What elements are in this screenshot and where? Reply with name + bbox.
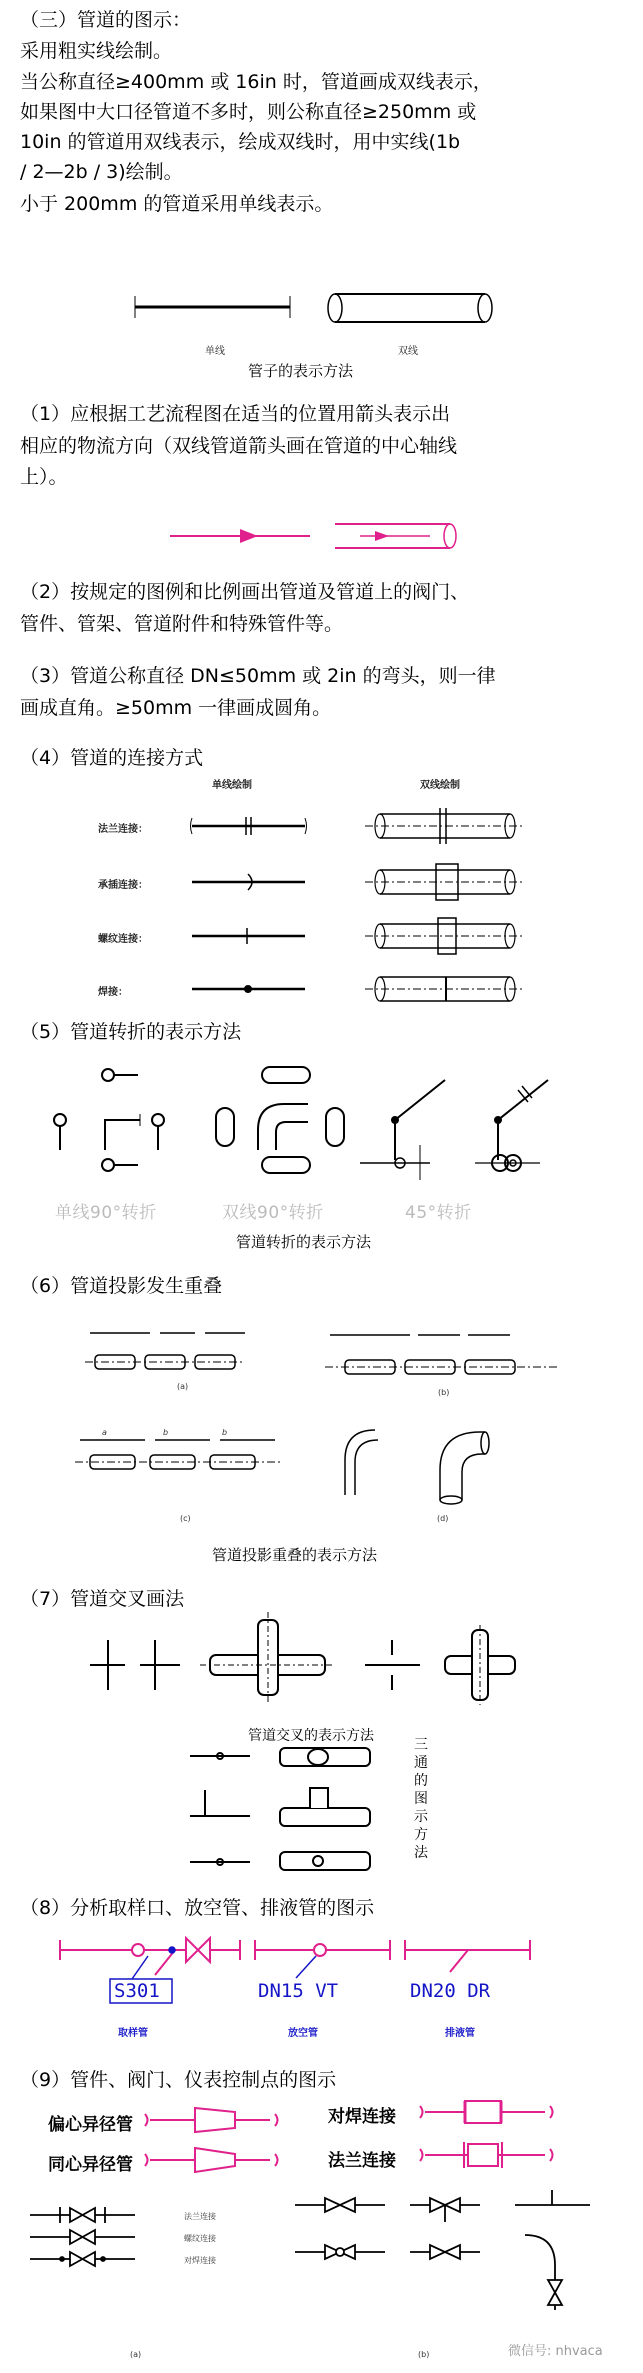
section-title: （7）管道交叉画法 bbox=[20, 1588, 185, 1610]
sampling-label: 取样管 bbox=[118, 2028, 148, 2039]
paragraph: 相应的物流方向（双线管道箭头画在管道的中心轴线 bbox=[20, 435, 458, 457]
label-butt-weld: 对焊连接 bbox=[328, 2107, 396, 2127]
row-label-flange: 法兰连接： bbox=[98, 824, 148, 835]
figure-caption: 管道交叉的表示方法 bbox=[248, 1728, 374, 1744]
figure-label: (b) bbox=[418, 2350, 430, 2359]
row-label-socket: 承插连接： bbox=[98, 880, 148, 891]
sampling-tag: S301 bbox=[114, 1980, 160, 2002]
mark-a: a bbox=[102, 1428, 107, 1437]
paragraph: / 2—2b / 3)绘制。 bbox=[20, 161, 183, 183]
figure-label-double: 双线 bbox=[398, 346, 418, 357]
paragraph: （1）应根据工艺流程图在适当的位置用箭头表示出 bbox=[20, 403, 451, 425]
tee-caption-char: 通 bbox=[414, 1755, 428, 1771]
paragraph: 小于 200mm 的管道采用单线表示。 bbox=[20, 193, 334, 215]
paragraph: 如果图中大口径管道不多时，则公称直径≥250mm 或 bbox=[20, 101, 477, 123]
tee-caption-char: 的 bbox=[414, 1773, 428, 1789]
turn-label-double: 双线90°转折 bbox=[222, 1203, 324, 1223]
watermark: 微信号: nhvaca bbox=[508, 2344, 603, 2359]
figure-caption: 管道投影重叠的表示方法 bbox=[212, 1546, 378, 1564]
label-con-reducer: 同心异径管 bbox=[48, 2155, 133, 2175]
turn-label-45: 45°转折 bbox=[405, 1203, 472, 1223]
tee-caption-char: 方 bbox=[414, 1827, 428, 1843]
section-title: （6）管道投影发生重叠 bbox=[20, 1275, 223, 1297]
paragraph: 采用粗实线绘制。 bbox=[20, 40, 173, 62]
paragraph: 10in 的管道用双线表示，绘成双线时，用中实线(1b bbox=[20, 131, 461, 153]
mark-b: b bbox=[222, 1428, 228, 1437]
tee-caption-char: 图 bbox=[414, 1791, 428, 1807]
column-header-double: 双线绘制 bbox=[420, 780, 460, 791]
label-ecc-reducer: 偏心异径管 bbox=[48, 2115, 133, 2135]
vent-tag: DN15 VT bbox=[258, 1980, 339, 2002]
tee-caption-char: 法 bbox=[414, 1845, 428, 1861]
mark-b: b bbox=[163, 1428, 169, 1437]
small-label-flange: 法兰连接 bbox=[184, 2212, 216, 2221]
drain-tag: DN20 DR bbox=[410, 1980, 491, 2002]
row-label-weld: 焊接： bbox=[98, 987, 128, 998]
section-title: （9）管件、阀门、仪表控制点的图示 bbox=[20, 2069, 337, 2091]
section-title: （5）管道转折的表示方法 bbox=[20, 1021, 242, 1043]
small-label-thread: 螺纹连接 bbox=[184, 2234, 216, 2243]
turn-label-single: 单线90°转折 bbox=[55, 1203, 157, 1223]
vent-label: 放空管 bbox=[288, 2028, 318, 2039]
drain-label: 排液管 bbox=[445, 2028, 475, 2039]
paragraph: 当公称直径≥400mm 或 16in 时，管道画成双线表示， bbox=[20, 71, 492, 93]
figure-caption: 管子的表示方法 bbox=[248, 362, 354, 380]
paragraph: （2）按规定的图例和比例画出管道及管道上的阀门、 bbox=[20, 581, 470, 603]
column-header-single: 单线绘制 bbox=[212, 780, 252, 791]
figure-label: (a) bbox=[130, 2350, 142, 2359]
paragraph: 管件、管架、管道附件和特殊管件等。 bbox=[20, 613, 344, 635]
tee-caption-char: 示 bbox=[414, 1809, 428, 1825]
figure-label: (b) bbox=[438, 1388, 450, 1397]
figure-label: (d) bbox=[437, 1514, 449, 1523]
figure-label: (a) bbox=[177, 1382, 189, 1391]
paragraph: （3）管道公称直径 DN≤50mm 或 2in 的弯头，则一律 bbox=[20, 665, 496, 687]
row-label-thread: 螺纹连接： bbox=[98, 934, 148, 945]
figure-caption: 管道转折的表示方法 bbox=[236, 1233, 372, 1251]
paragraph: 上）。 bbox=[20, 466, 68, 488]
label-flange: 法兰连接 bbox=[328, 2151, 396, 2171]
small-label-weld: 对焊连接 bbox=[184, 2256, 216, 2265]
figure-label: (c) bbox=[180, 1514, 191, 1523]
section-title: （8）分析取样口、放空管、排液管的图示 bbox=[20, 1897, 375, 1919]
paragraph: 画成直角。≥50mm 一律画成圆角。 bbox=[20, 697, 332, 719]
section-title: （4）管道的连接方式 bbox=[20, 747, 204, 769]
section-heading: （三）管道的图示： bbox=[20, 9, 192, 31]
figure-label-single: 单线 bbox=[205, 346, 225, 357]
tee-caption-char: 三 bbox=[414, 1737, 428, 1753]
